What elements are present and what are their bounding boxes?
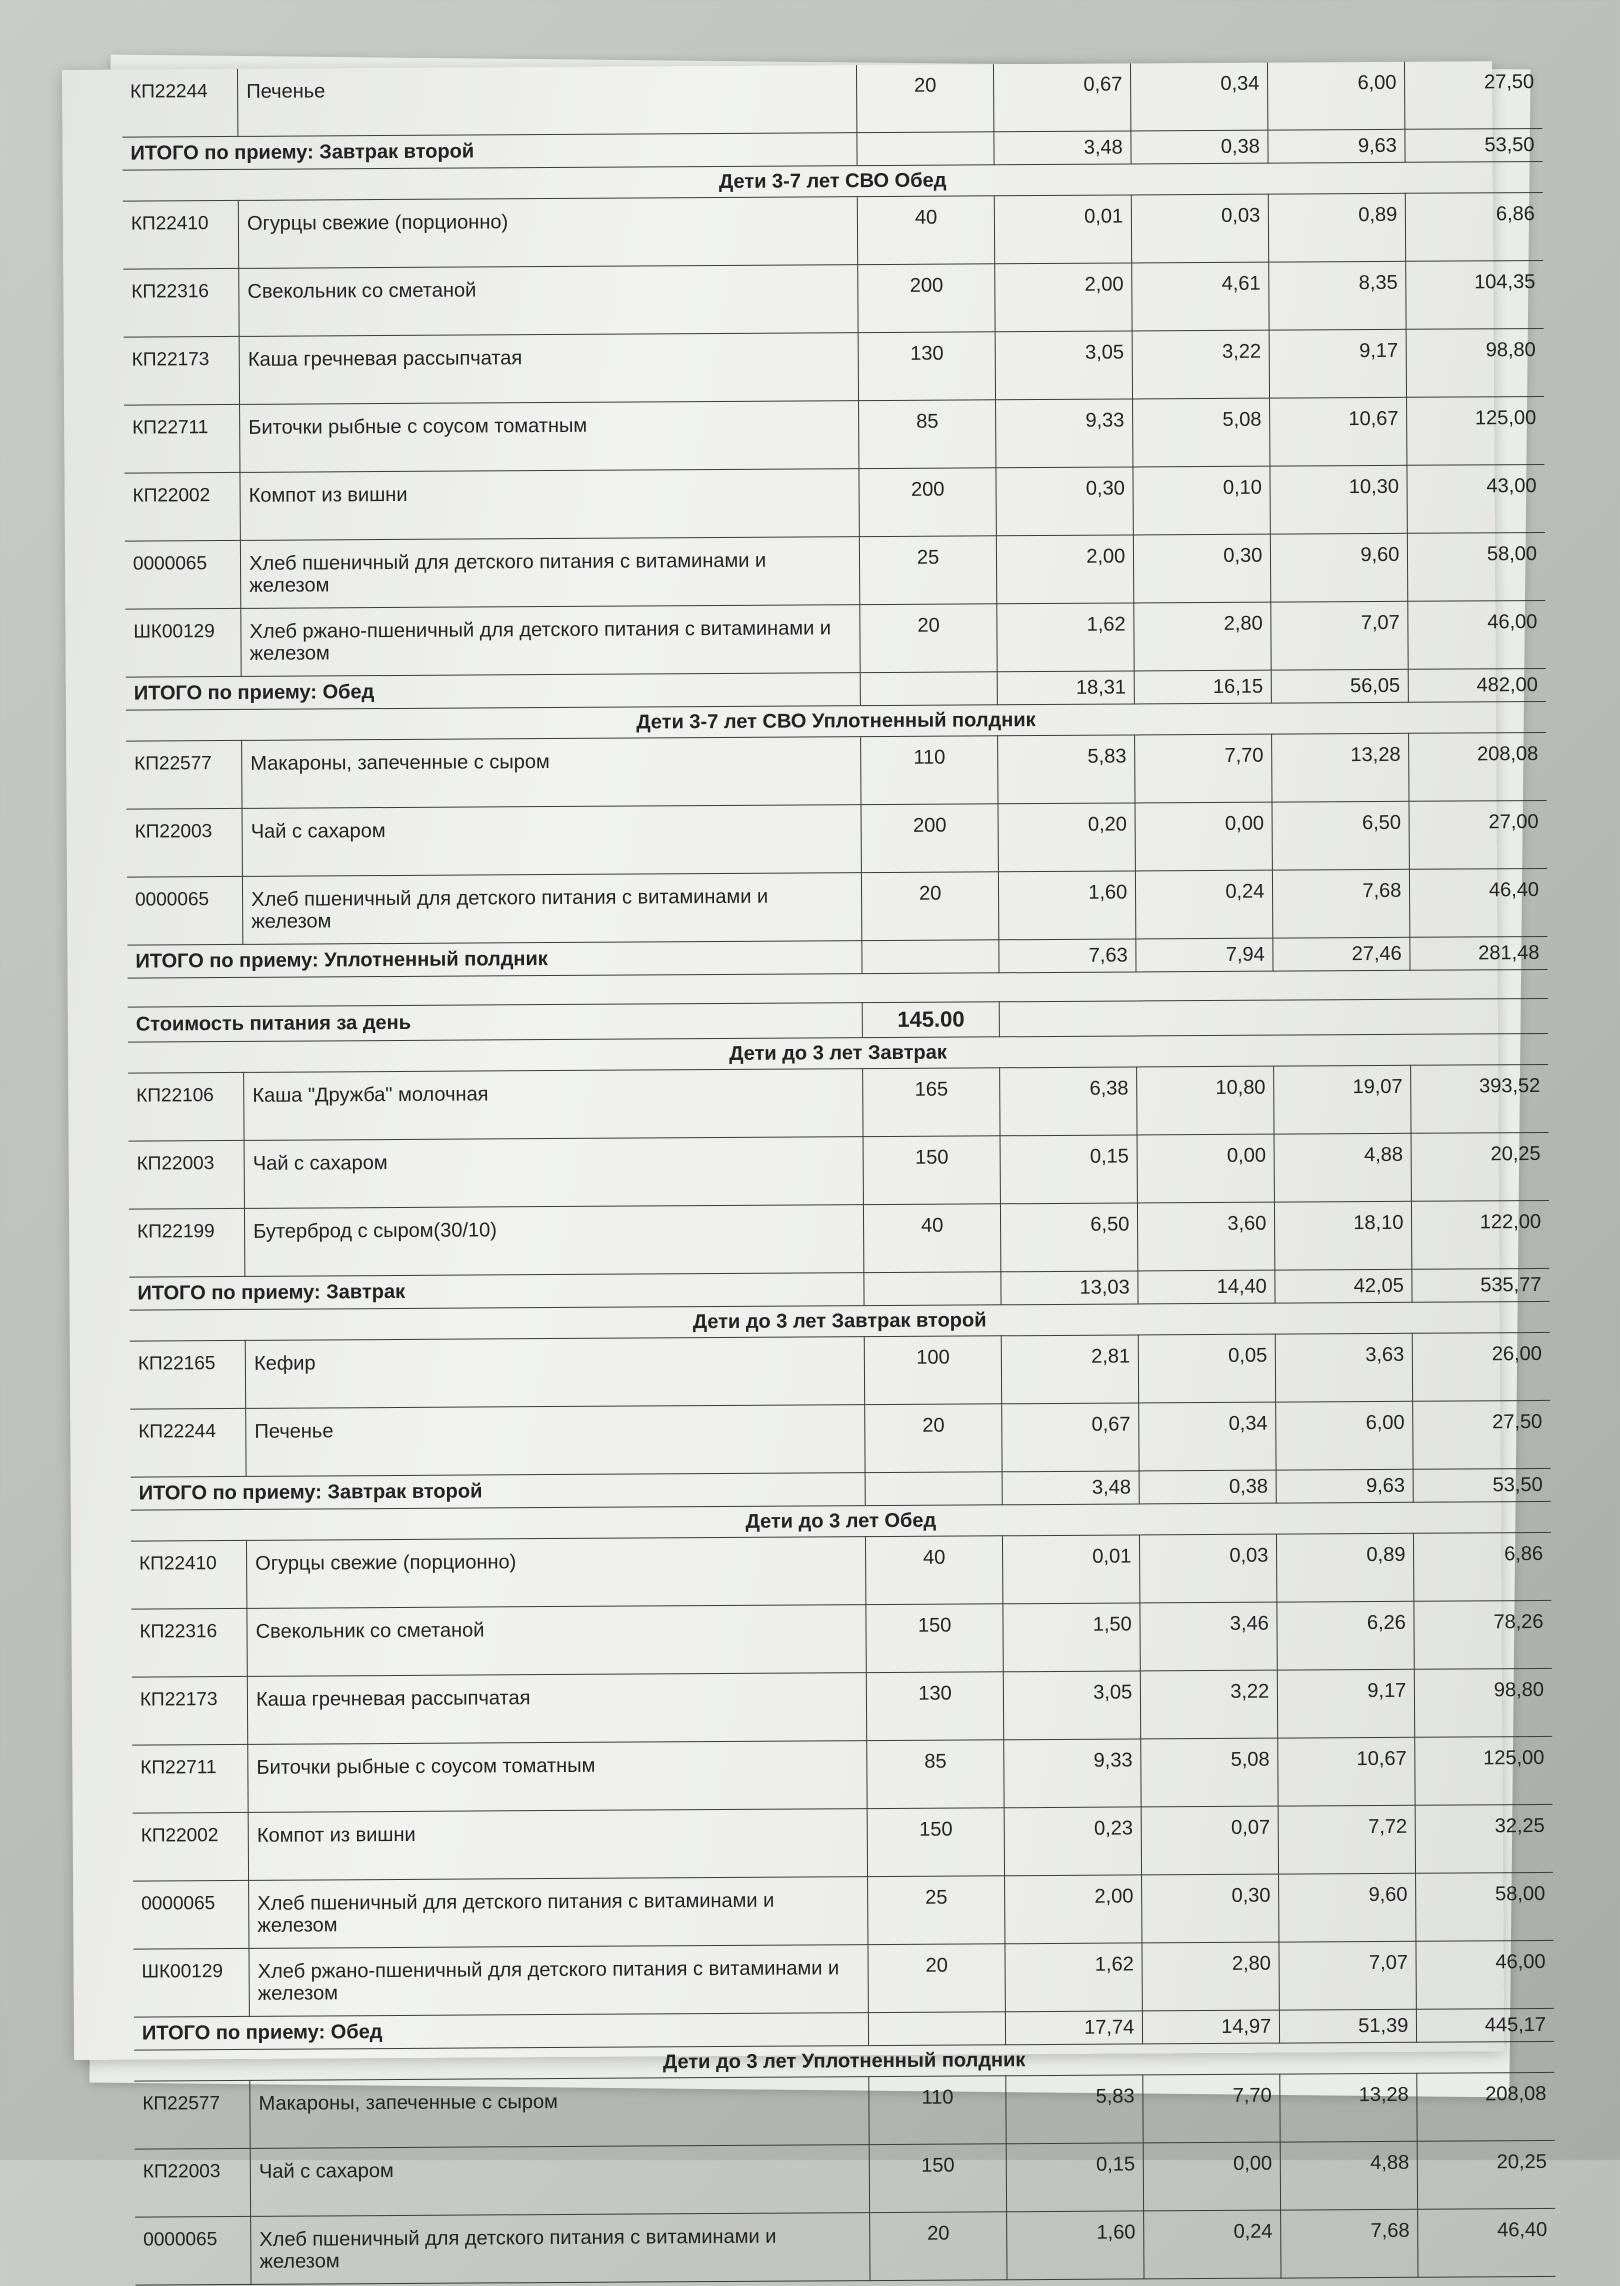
- meal-total-value-3: 9,63: [1268, 129, 1405, 163]
- item-value-1: 0,01: [1003, 1535, 1140, 1604]
- item-quantity: 20: [868, 1944, 1005, 2013]
- item-value-4: 46,00: [1416, 1940, 1554, 2009]
- item-value-4: 46,00: [1408, 600, 1546, 669]
- table-row: [131, 1600, 1551, 1677]
- item-value-3: 6,00: [1268, 62, 1405, 130]
- meal-total-value-2: 14,40: [1138, 1270, 1275, 1304]
- item-value-1: 0,20: [998, 803, 1135, 872]
- item-code: ШК00129: [133, 1948, 249, 2017]
- item-code: 0000065: [135, 2216, 251, 2285]
- meal-total-value-1: 3,48: [1002, 1471, 1139, 1505]
- item-value-3: 10,67: [1270, 397, 1407, 466]
- item-value-2: 0,03: [1140, 1534, 1277, 1603]
- item-value-3: 6,50: [1272, 801, 1409, 870]
- item-value-1: 5,83: [998, 735, 1135, 804]
- item-quantity: 150: [863, 1136, 1000, 1205]
- item-value-3: 10,30: [1270, 465, 1407, 534]
- item-value-4: 32,25: [1415, 1804, 1553, 1873]
- item-code: КП22003: [127, 808, 243, 877]
- item-value-2: 2,80: [1134, 602, 1271, 671]
- item-value-4: 98,80: [1406, 328, 1544, 397]
- item-value-3: 4,88: [1280, 2141, 1417, 2210]
- table-row: [126, 732, 1546, 809]
- table-row: [123, 260, 1543, 337]
- item-quantity: 20: [862, 872, 999, 941]
- item-name: Хлеб пшеничный для детского питания с витаминами и железом: [251, 2213, 870, 2285]
- meal-total-value-4: 482,00: [1409, 668, 1546, 702]
- meal-total-label: ИТОГО по приему: Завтрак второй: [122, 133, 857, 170]
- section-title: Дети до 3 лет Завтрак второй: [130, 1301, 1550, 1341]
- item-value-1: 2,00: [1005, 1875, 1142, 1944]
- item-value-1: 0,30: [996, 467, 1133, 536]
- item-value-2: 7,70: [1143, 2074, 1280, 2143]
- item-value-1: 0,15: [1006, 2143, 1143, 2212]
- item-code: КП22410: [131, 1540, 247, 1609]
- table-row: [135, 2208, 1555, 2285]
- item-value-3: 7,07: [1271, 601, 1408, 670]
- item-code: КП22316: [123, 268, 239, 337]
- item-value-3: 0,89: [1277, 1533, 1414, 1602]
- item-code: КП22106: [128, 1072, 244, 1141]
- item-value-4: 27,50: [1413, 1400, 1551, 1469]
- item-quantity: 130: [858, 332, 995, 401]
- item-name: Компот из вишни: [248, 1809, 867, 1881]
- meal-total-value-1: 7,63: [999, 939, 1136, 973]
- item-name: Макароны, запеченные с сыром: [250, 2077, 869, 2149]
- item-name: Чай с сахаром: [244, 1137, 863, 1209]
- menu-document-sheet: [62, 61, 1548, 2273]
- item-name: Хлеб пшеничный для детского питания с витаминами и железом: [243, 873, 862, 945]
- item-quantity: 200: [858, 264, 995, 333]
- item-value-2: 0,05: [1138, 1334, 1275, 1403]
- item-value-4: 27,50: [1405, 61, 1543, 129]
- item-quantity: 110: [869, 2076, 1006, 2145]
- item-value-1: 1,50: [1003, 1603, 1140, 1672]
- item-value-1: 1,62: [997, 603, 1134, 672]
- item-value-3: 0,89: [1269, 193, 1406, 262]
- item-name: Чай с сахаром: [242, 805, 861, 877]
- item-value-4: 20,25: [1418, 2140, 1556, 2209]
- item-value-3: 7,68: [1273, 869, 1410, 938]
- item-value-4: 46,40: [1410, 868, 1548, 937]
- item-quantity: 40: [866, 1536, 1003, 1605]
- table-row: [130, 1400, 1550, 1477]
- table-row: [130, 1332, 1550, 1409]
- meal-total-value-3: 9,63: [1276, 1469, 1413, 1503]
- item-code: КП22002: [133, 1812, 249, 1881]
- item-value-4: 6,86: [1414, 1532, 1552, 1601]
- item-value-1: 5,83: [1006, 2075, 1143, 2144]
- item-value-3: 6,26: [1277, 1601, 1414, 1670]
- item-code: ШК00129: [125, 608, 241, 677]
- item-quantity: 100: [864, 1336, 1001, 1405]
- table-row: [133, 1872, 1553, 1949]
- item-code: КП22165: [130, 1340, 246, 1409]
- section-title: Дети до 3 лет Завтрак: [128, 1033, 1548, 1073]
- item-quantity: 165: [863, 1068, 1000, 1137]
- section-title: Дети 3-7 лет СВО Уплотненный полдник: [126, 701, 1546, 741]
- item-value-1: 3,05: [1003, 1671, 1140, 1740]
- meal-total-quantity-cell: [860, 672, 997, 706]
- meal-total-value-1: 3,48: [994, 131, 1131, 165]
- menu-table: [122, 61, 1556, 2286]
- item-value-1: 2,00: [997, 535, 1134, 604]
- item-value-3: 19,07: [1274, 1065, 1411, 1134]
- table-row: [122, 61, 1542, 137]
- table-row: [134, 2072, 1554, 2149]
- meal-total-value-2: 0,38: [1139, 1470, 1276, 1504]
- table-row: [125, 600, 1545, 677]
- item-code: КП22002: [124, 472, 240, 541]
- item-value-2: 0,00: [1137, 1134, 1274, 1203]
- item-code: КП22577: [134, 2080, 250, 2149]
- item-code: КП22244: [122, 69, 238, 137]
- item-quantity: 40: [864, 1204, 1001, 1273]
- meal-total-quantity-cell: [864, 1272, 1001, 1306]
- meal-total-value-4: 281,48: [1410, 936, 1547, 970]
- item-value-1: 0,01: [994, 195, 1131, 264]
- item-value-4: 27,00: [1409, 800, 1547, 869]
- item-quantity: 20: [857, 64, 994, 132]
- meal-total-label: ИТОГО по приему: Обед: [134, 2013, 869, 2050]
- item-name: Огурцы свежие (порционно): [238, 197, 857, 269]
- item-name: Печенье: [246, 1405, 865, 1477]
- item-value-2: 3,46: [1140, 1602, 1277, 1671]
- item-name: Хлеб ржано-пшеничный для детского питания с витаминами и железом: [241, 605, 860, 677]
- meal-total-value-1: 18,31: [997, 671, 1134, 705]
- item-name: Макароны, запеченные с сыром: [242, 737, 861, 809]
- item-name: Свекольник со сметаной: [247, 1605, 866, 1677]
- item-value-3: 9,17: [1269, 329, 1406, 398]
- item-value-4: 208,08: [1417, 2072, 1555, 2141]
- menu-table-body: [122, 61, 1556, 2285]
- item-value-4: 125,00: [1407, 396, 1545, 465]
- item-quantity: 85: [867, 1740, 1004, 1809]
- item-value-2: 2,80: [1142, 1942, 1279, 2011]
- item-quantity: 200: [859, 468, 996, 537]
- item-value-1: 0,67: [1002, 1403, 1139, 1472]
- item-code: КП22410: [123, 200, 239, 269]
- section-title: Дети до 3 лет Обед: [131, 1501, 1551, 1541]
- item-value-4: 122,00: [1412, 1200, 1550, 1269]
- item-quantity: 25: [859, 536, 996, 605]
- item-quantity: 25: [868, 1876, 1005, 1945]
- item-value-3: 9,60: [1271, 533, 1408, 602]
- item-quantity: 130: [866, 1672, 1003, 1741]
- item-value-4: 46,40: [1418, 2208, 1556, 2277]
- table-row: [125, 532, 1545, 609]
- item-value-4: 393,52: [1411, 1064, 1549, 1133]
- item-value-3: 7,07: [1279, 1941, 1416, 2010]
- item-value-2: 5,08: [1133, 398, 1270, 467]
- item-value-2: 4,61: [1132, 262, 1269, 331]
- item-value-1: 0,23: [1004, 1807, 1141, 1876]
- item-value-2: 3,60: [1138, 1202, 1275, 1271]
- item-value-3: 4,88: [1274, 1133, 1411, 1202]
- item-quantity: 20: [865, 1404, 1002, 1473]
- meal-total-label: ИТОГО по приему: Обед: [126, 673, 861, 710]
- item-value-1: 1,60: [999, 871, 1136, 940]
- item-value-2: 0,24: [1136, 870, 1273, 939]
- item-quantity: 150: [867, 1808, 1004, 1877]
- meal-total-value-2: 14,97: [1143, 2010, 1280, 2044]
- item-quantity: 40: [857, 196, 994, 265]
- item-value-2: 0,00: [1135, 802, 1272, 871]
- item-quantity: 110: [861, 736, 998, 805]
- item-name: Кефир: [245, 1337, 864, 1409]
- daily-cost-empty: [999, 998, 1548, 1036]
- item-code: КП22173: [124, 336, 240, 405]
- table-row: [132, 1736, 1552, 1813]
- item-code: КП22199: [129, 1208, 245, 1277]
- item-value-3: 7,68: [1281, 2209, 1418, 2278]
- item-value-2: 7,70: [1135, 734, 1272, 803]
- table-row: [124, 328, 1544, 405]
- item-value-4: 58,00: [1416, 1872, 1554, 1941]
- item-code: КП22003: [135, 2148, 251, 2217]
- item-code: КП22316: [131, 1608, 247, 1677]
- item-code: 0000065: [133, 1880, 249, 1949]
- item-quantity: 20: [870, 2212, 1007, 2281]
- meal-total-quantity-cell: [862, 940, 999, 974]
- item-name: Хлеб ржано-пшеничный для детского питания с витаминами и железом: [249, 1945, 868, 2017]
- meal-total-quantity-cell: [857, 132, 994, 166]
- meal-total-label: ИТОГО по приему: Завтрак второй: [131, 1473, 866, 1510]
- item-value-2: 0,07: [1141, 1806, 1278, 1875]
- item-code: КП22711: [124, 404, 240, 473]
- item-value-4: 43,00: [1407, 464, 1545, 533]
- item-value-4: 104,35: [1406, 260, 1544, 329]
- table-row: [128, 1064, 1548, 1141]
- item-value-4: 26,00: [1413, 1332, 1551, 1401]
- item-value-4: 20,25: [1411, 1132, 1549, 1201]
- item-quantity: 20: [860, 604, 997, 673]
- item-value-1: 0,67: [994, 63, 1131, 131]
- table-row: [133, 1940, 1553, 2017]
- item-value-1: 9,33: [1004, 1739, 1141, 1808]
- meal-total-value-3: 51,39: [1280, 2009, 1417, 2043]
- meal-total-value-1: 13,03: [1001, 1271, 1138, 1305]
- item-value-2: 10,80: [1137, 1066, 1274, 1135]
- meal-total-value-3: 42,05: [1275, 1269, 1412, 1303]
- item-value-4: 6,86: [1406, 192, 1544, 261]
- meal-total-label: ИТОГО по приему: Уплотненный полдник: [127, 941, 862, 978]
- item-value-4: 208,08: [1409, 732, 1547, 801]
- item-value-2: 3,22: [1132, 330, 1269, 399]
- item-quantity: 150: [866, 1604, 1003, 1673]
- table-row: [127, 868, 1547, 945]
- item-value-3: 13,28: [1272, 733, 1409, 802]
- meal-total-value-2: 0,38: [1131, 130, 1268, 164]
- meal-total-value-3: 56,05: [1271, 669, 1408, 703]
- item-name: Хлеб пшеничный для детского питания с витаминами и железом: [241, 537, 860, 609]
- item-code: КП22244: [130, 1408, 246, 1477]
- item-value-3: 8,35: [1269, 261, 1406, 330]
- table-row: [135, 2140, 1555, 2217]
- table-row: [129, 1200, 1549, 1277]
- item-value-2: 5,08: [1141, 1738, 1278, 1807]
- item-code: 0000065: [127, 876, 243, 945]
- item-name: Каша гречневая рассыпчатая: [247, 1673, 866, 1745]
- item-value-1: 1,62: [1005, 1943, 1142, 2012]
- item-value-1: 0,15: [1000, 1135, 1137, 1204]
- item-code: 0000065: [125, 540, 241, 609]
- meal-total-value-3: 27,46: [1273, 937, 1410, 971]
- meal-total-quantity-cell: [868, 2012, 1005, 2046]
- item-value-3: 7,72: [1278, 1805, 1415, 1874]
- item-name: Огурцы свежие (порционно): [247, 1537, 866, 1609]
- item-value-4: 58,00: [1408, 532, 1546, 601]
- meal-total-value-1: 17,74: [1006, 2011, 1143, 2045]
- item-name: Биточки рыбные с соусом томатным: [248, 1741, 867, 1813]
- item-value-2: 0,24: [1144, 2210, 1281, 2279]
- item-name: Чай с сахаром: [250, 2145, 869, 2217]
- table-row: [133, 1804, 1553, 1881]
- item-value-3: 3,63: [1276, 1333, 1413, 1402]
- item-name: Компот из вишни: [240, 469, 859, 541]
- item-value-2: 0,34: [1139, 1402, 1276, 1471]
- item-quantity: 85: [859, 400, 996, 469]
- meal-total-value-2: 16,15: [1134, 670, 1271, 704]
- item-value-2: 0,34: [1131, 63, 1268, 131]
- item-value-3: 6,00: [1276, 1401, 1413, 1470]
- section-title: Дети 3-7 лет СВО Обед: [123, 161, 1543, 201]
- meal-total-value-4: 53,50: [1405, 128, 1542, 162]
- table-row: [124, 396, 1544, 473]
- item-value-1: 9,33: [996, 399, 1133, 468]
- item-value-2: 0,00: [1143, 2142, 1280, 2211]
- item-value-1: 1,60: [1007, 2211, 1144, 2280]
- item-value-3: 18,10: [1275, 1201, 1412, 1270]
- item-value-1: 2,00: [995, 263, 1132, 332]
- daily-cost-value: 145.00: [862, 1002, 999, 1038]
- meal-total-value-4: 535,77: [1412, 1268, 1549, 1302]
- table-row: [132, 1668, 1552, 1745]
- item-value-2: 0,03: [1132, 194, 1269, 263]
- item-code: КП22577: [126, 740, 242, 809]
- meal-total-label: ИТОГО по приему: Завтрак: [129, 1273, 864, 1310]
- daily-cost-label: Стоимость питания за день: [128, 1003, 863, 1042]
- item-value-3: 9,17: [1278, 1669, 1415, 1738]
- item-code: КП22173: [132, 1676, 248, 1745]
- table-row: [127, 800, 1547, 877]
- item-value-1: 6,50: [1001, 1203, 1138, 1272]
- section-title: Дети до 3 лет Уплотненный полдник: [134, 2041, 1554, 2081]
- table-row: [123, 192, 1543, 269]
- meal-total-value-2: 7,94: [1136, 938, 1273, 972]
- item-name: Каша гречневая рассыпчатая: [239, 333, 858, 405]
- item-value-1: 3,05: [995, 331, 1132, 400]
- item-value-1: 2,81: [1001, 1335, 1138, 1404]
- item-value-1: 6,38: [1000, 1067, 1137, 1136]
- item-name: Каша "Дружба" молочная: [244, 1069, 863, 1141]
- table-row: [129, 1132, 1549, 1209]
- item-code: КП22711: [132, 1744, 248, 1813]
- meal-total-value-4: 445,17: [1417, 2008, 1554, 2042]
- item-name: Хлеб пшеничный для детского питания с витаминами и железом: [249, 1877, 868, 1949]
- item-quantity: 200: [861, 804, 998, 873]
- item-value-2: 0,10: [1133, 466, 1270, 535]
- item-name: Биточки рыбные с соусом томатным: [240, 401, 859, 473]
- item-value-2: 0,30: [1134, 534, 1271, 603]
- item-value-3: 10,67: [1278, 1737, 1415, 1806]
- table-row: [131, 1532, 1551, 1609]
- meal-total-quantity-cell: [865, 1472, 1002, 1506]
- meal-total-value-4: 53,50: [1413, 1468, 1550, 1502]
- item-value-3: 9,60: [1279, 1873, 1416, 1942]
- item-quantity: 150: [869, 2144, 1006, 2213]
- item-value-2: 0,30: [1142, 1874, 1279, 1943]
- item-name: Свекольник со сметаной: [239, 265, 858, 337]
- item-name: Печенье: [238, 65, 857, 136]
- item-value-2: 3,22: [1141, 1670, 1278, 1739]
- item-name: Бутерброд с сыром(30/10): [245, 1205, 864, 1277]
- item-code: КП22003: [129, 1140, 245, 1209]
- item-value-4: 125,00: [1415, 1736, 1553, 1805]
- table-row: [124, 464, 1544, 541]
- item-value-4: 78,26: [1414, 1600, 1552, 1669]
- item-value-4: 98,80: [1415, 1668, 1553, 1737]
- item-value-3: 13,28: [1280, 2073, 1417, 2142]
